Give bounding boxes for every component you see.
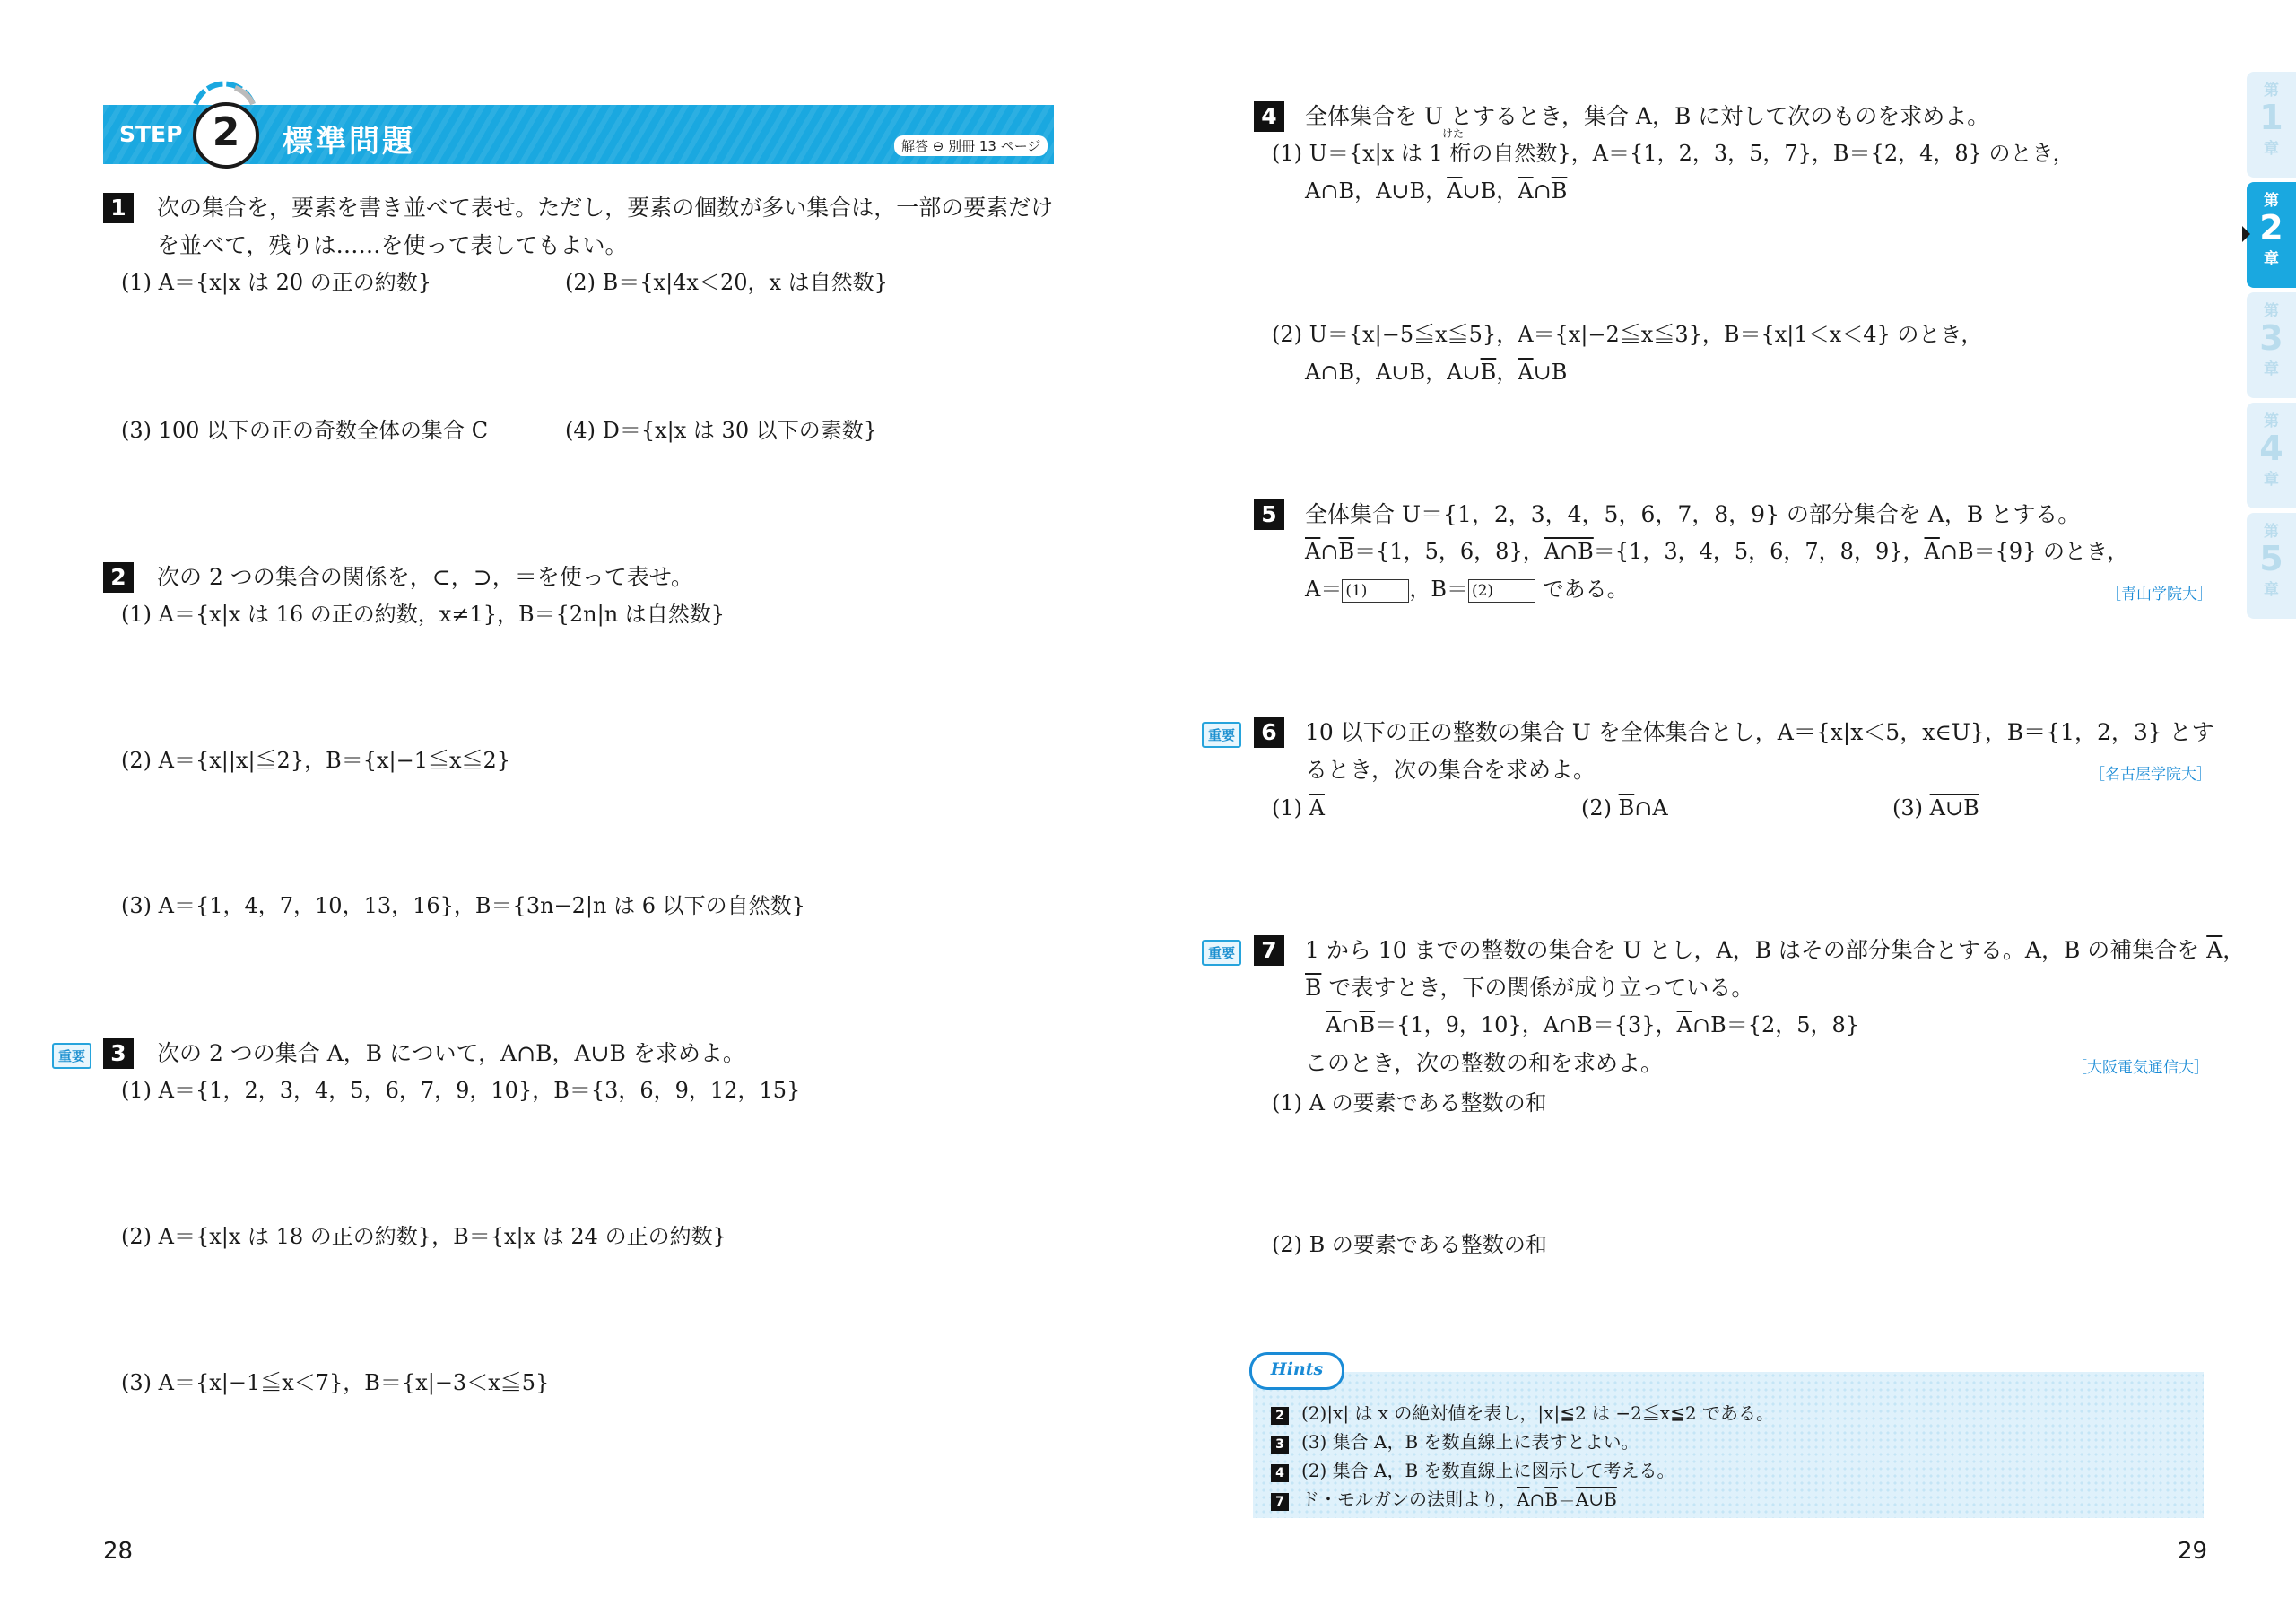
hint-text: ド・モルガンの法則より， — [1301, 1488, 1517, 1510]
tab-number: 3 — [2259, 318, 2283, 358]
expr-overline: $\overline{A}$ — [1518, 178, 1534, 204]
expr-text: ，B＝ — [1409, 577, 1468, 602]
problem-7-number: 7 — [1254, 935, 1284, 966]
ruby-keta: けた — [1442, 127, 1465, 140]
expr-text: ∪B — [1533, 360, 1568, 385]
chapter-tab-1[interactable] — [2247, 72, 2296, 178]
hint-row — [1271, 1428, 1774, 1456]
tab-number: 2 — [2259, 208, 2283, 247]
expr-text: ∩ — [1529, 1488, 1545, 1510]
expr-overline: $\overline{B}$ — [1618, 795, 1635, 820]
step-arc-decoration — [188, 81, 260, 108]
expr-overline: $\overline{A}$ — [2206, 937, 2223, 963]
expr-text: (2) — [1581, 795, 1619, 820]
problem-4-sub-1-line2 — [1305, 178, 1567, 204]
hint-number: 2 — [1271, 1407, 1289, 1425]
expr-text: (1) — [1272, 795, 1309, 820]
expr-overline: $\overline{B}$ — [1338, 539, 1355, 564]
expr-text: ∩ — [1341, 1012, 1360, 1037]
important-badge-6: 重要 — [1202, 722, 1241, 748]
step-header-bar — [103, 105, 1054, 164]
problem-7-sub-1: (1) A の要素である整数の和 — [1272, 1090, 1547, 1115]
answer-reference: 解答 ⊖ 別冊 13 ページ — [894, 135, 1048, 156]
hint-number: 3 — [1271, 1436, 1289, 1454]
problem-3-number: 3 — [103, 1038, 134, 1069]
page-number-right: 29 — [2178, 1538, 2208, 1565]
tab-kanji: 第 — [2264, 523, 2279, 541]
expr-overline: $\overline{B}$ — [1305, 975, 1322, 1001]
expr-text: ＝{1，9，10}，A∩B＝{3}， — [1375, 1012, 1677, 1037]
hints-label: Hints — [1270, 1359, 1324, 1379]
expr-text: ＝ — [1557, 1488, 1576, 1510]
hints-label-bubble — [1249, 1352, 1344, 1390]
expr-text: ＝{1，3，4，5，6，7，8，9}， — [1593, 539, 1925, 564]
expr-text: A∩B，A∪B， — [1305, 178, 1448, 204]
hints-panel — [1253, 1372, 2204, 1518]
answer-blank-2[interactable]: (2) — [1468, 579, 1535, 603]
expr-text: ∩ — [1533, 178, 1552, 204]
tab-kanji: 章 — [2264, 581, 2279, 599]
hint-text: (2)|x| は x の絶対値を表し，|x|≦2 は −2≦x≦2 である。 — [1301, 1402, 1774, 1424]
chapter-tab-2[interactable] — [2247, 182, 2296, 288]
problem-7-text-line2 — [1305, 974, 1753, 1002]
problem-5-source: ［青山学院大］ — [2106, 586, 2213, 603]
expr-overline: A∪B — [1575, 1488, 1617, 1510]
expr-overline: $\overline{A}$ — [1517, 1488, 1530, 1510]
problem-1-sub-2: (2) B＝{x|4x＜20，x は自然数} — [565, 270, 888, 295]
hint-text: (3) 集合 A，B を数直線上に表すとよい。 — [1301, 1431, 1639, 1453]
problem-3-sub-1: (1) A＝{1，2，3，4，5，6，7，9，10}，B＝{3，6，9，12，15} — [121, 1078, 801, 1103]
problem-1-text-line1: 次の集合を，要素を書き並べて表せ。ただし，要素の個数が多い集合は，一部の要素だけ — [157, 195, 1054, 221]
expr-overline: $\overline{B}$ — [1544, 1488, 1558, 1510]
tab-kanji: 章 — [2264, 250, 2279, 268]
problem-6-number: 6 — [1254, 717, 1284, 748]
expr-text: ， — [2222, 937, 2246, 963]
expr-overline: $\overline{B}$ — [1359, 1012, 1376, 1037]
tab-kanji: 第 — [2264, 192, 2279, 210]
expr-overline: $\overline{A}$ — [1447, 178, 1463, 204]
expr-text: である。 — [1535, 577, 1629, 602]
expr-overline: $\overline{A}$ — [1676, 1012, 1692, 1037]
problem-3-sub-3: (3) A＝{x|−1≦x＜7}，B＝{x|−3＜x≦5} — [121, 1370, 550, 1395]
section-title: 標準問題 — [283, 124, 415, 160]
problem-1-sub-4: (4) D＝{x|x は 30 以下の素数} — [565, 418, 877, 443]
problem-2-sub-2: (2) A＝{x||x|≦2}，B＝{x|−1≦x≦2} — [121, 748, 511, 773]
page-number-left: 28 — [103, 1538, 134, 1565]
expr-text: A∩B，A∪B，A∪ — [1305, 360, 1481, 385]
tab-kanji: 第 — [2264, 412, 2279, 430]
problem-7-source: ［大阪電気通信大］ — [2072, 1059, 2209, 1077]
expr-text: ∩B＝{9} のとき， — [1939, 539, 2129, 564]
hints-list — [1271, 1399, 1774, 1514]
expr-overline: A∪B — [1929, 795, 1979, 820]
problem-4-sub-1-line1: (1) U＝{x|x は 1 桁の自然数}，A＝{1，2，3，5，7}，B＝{2，4，8} のとき， — [1272, 141, 2074, 166]
expr-text: 1 から 10 までの整数の集合を U とし，A，B はその部分集合とする。A，B の補集合を — [1305, 937, 2207, 963]
expr-overline: $\overline{A}$ — [1309, 795, 1325, 820]
problem-7-sub-2: (2) B の要素である整数の和 — [1272, 1232, 1547, 1257]
hint-row — [1271, 1456, 1774, 1485]
problem-1-number: 1 — [103, 193, 134, 223]
problem-1-sub-3: (3) 100 以下の正の奇数全体の集合 C — [121, 418, 489, 443]
expr-text: ， — [1496, 360, 1518, 385]
tab-kanji: 第 — [2264, 302, 2279, 320]
problem-2-sub-1: (1) A＝{x|x は 16 の正の約数，x≠1}，B＝{2n|n は自然数} — [121, 602, 726, 627]
answer-blank-1[interactable]: (1) — [1342, 579, 1409, 603]
problem-6-sub-3 — [1892, 794, 1979, 821]
important-badge-7: 重要 — [1202, 940, 1241, 966]
expr-text: で表すとき，下の関係が成り立っている。 — [1321, 975, 1754, 1001]
chapter-tab-4[interactable] — [2247, 403, 2296, 508]
step-number: 2 — [212, 109, 240, 155]
expr-text: ＝{1，5，6，8}， — [1354, 539, 1544, 564]
expr-text: A＝ — [1305, 577, 1343, 602]
expr-text: ∪B， — [1462, 178, 1518, 204]
problem-7-text-line1 — [1305, 936, 2245, 964]
problem-6-sub-2 — [1581, 794, 1668, 821]
problem-5-text-line2 — [1305, 538, 2128, 565]
problem-4-text: 全体集合を U とするとき，集合 A，B に対して次のものを求めよ。 — [1305, 103, 1990, 129]
problem-6-text-line2: るとき，次の集合を求めよ。 — [1305, 757, 1596, 783]
problem-7-relations — [1326, 1011, 1859, 1038]
problem-2-number: 2 — [103, 562, 134, 593]
expr-overline: $\overline{A}$ — [1924, 539, 1940, 564]
expr-overline: $\overline{A}$ — [1305, 539, 1321, 564]
problem-5-text-line1: 全体集合 U＝{1，2，3，4，5，6，7，8，9} の部分集合を A，B とする。 — [1305, 501, 2081, 527]
chapter-tab-3[interactable] — [2247, 292, 2296, 398]
problem-4-sub-2-line2 — [1305, 359, 1567, 386]
problem-4-sub-2-line1: (2) U＝{x|−5≦x≦5}，A＝{x|−2≦x≦3}，B＝{x|1＜x＜4} のとき， — [1272, 322, 1983, 347]
expr-overline: $\overline{A}$ — [1518, 360, 1534, 385]
expr-overline: A∩B — [1544, 539, 1594, 564]
tab-kanji: 章 — [2264, 471, 2279, 489]
tab-kanji: 第 — [2264, 82, 2279, 100]
problem-3-sub-2: (2) A＝{x|x は 18 の正の約数}，B＝{x|x は 24 の正の約数} — [121, 1224, 726, 1249]
tab-number: 1 — [2259, 98, 2283, 137]
active-tab-pointer-icon — [2242, 226, 2250, 242]
expr-text: ∩B＝{2，5，8} — [1692, 1012, 1860, 1037]
problem-6-text-line1: 10 以下の正の整数の集合 U を全体集合とし，A＝{x|x＜5，x∈U}，B＝{1，2，3} とす — [1305, 719, 2214, 745]
important-badge-3: 重要 — [52, 1043, 91, 1069]
expr-text: ∩ — [1320, 539, 1339, 564]
step-label: STEP — [119, 121, 183, 147]
problem-4-number: 4 — [1254, 101, 1284, 132]
expr-text: ∩A — [1634, 795, 1668, 820]
hint-row — [1271, 1485, 1774, 1514]
tab-number: 4 — [2259, 429, 2283, 468]
hint-number: 7 — [1271, 1493, 1289, 1511]
hint-row — [1271, 1399, 1774, 1428]
tab-kanji: 章 — [2264, 140, 2279, 158]
expr-text: (3) — [1892, 795, 1930, 820]
problem-1-sub-1: (1) A＝{x|x は 20 の正の約数} — [121, 270, 432, 295]
tab-number: 5 — [2259, 539, 2283, 578]
expr-overline: $\overline{A}$ — [1326, 1012, 1342, 1037]
hint-text: (2) 集合 A，B を数直線上に図示して考える。 — [1301, 1460, 1675, 1481]
chapter-tab-5[interactable] — [2247, 513, 2296, 619]
problem-5-number: 5 — [1254, 499, 1284, 530]
problem-7-text-line4: このとき，次の整数の和を求めよ。 — [1305, 1050, 1664, 1076]
hint-number: 4 — [1271, 1464, 1289, 1482]
problem-1-text-line2: を並べて，残りは……を使って表してもよい。 — [157, 232, 628, 258]
expr-overline: $\overline{B}$ — [1551, 178, 1568, 204]
step-number-circle — [193, 102, 259, 169]
tab-kanji: 章 — [2264, 360, 2279, 378]
problem-2-sub-3: (3) A＝{1，4，7，10，13，16}，B＝{3n−2|n は 6 以下の自然数} — [121, 893, 805, 918]
problem-6-sub-1 — [1272, 794, 1325, 821]
problem-5-text-line3 — [1305, 576, 1629, 603]
problem-3-text: 次の 2 つの集合 A，B について，A∩B，A∪B を求めよ。 — [157, 1040, 745, 1066]
problem-6-source: ［名古屋学院大］ — [2090, 766, 2212, 784]
problem-2-text: 次の 2 つの集合の関係を，⊂，⊃，＝を使って表せ。 — [157, 564, 693, 590]
expr-overline: $\overline{B}$ — [1480, 360, 1497, 385]
